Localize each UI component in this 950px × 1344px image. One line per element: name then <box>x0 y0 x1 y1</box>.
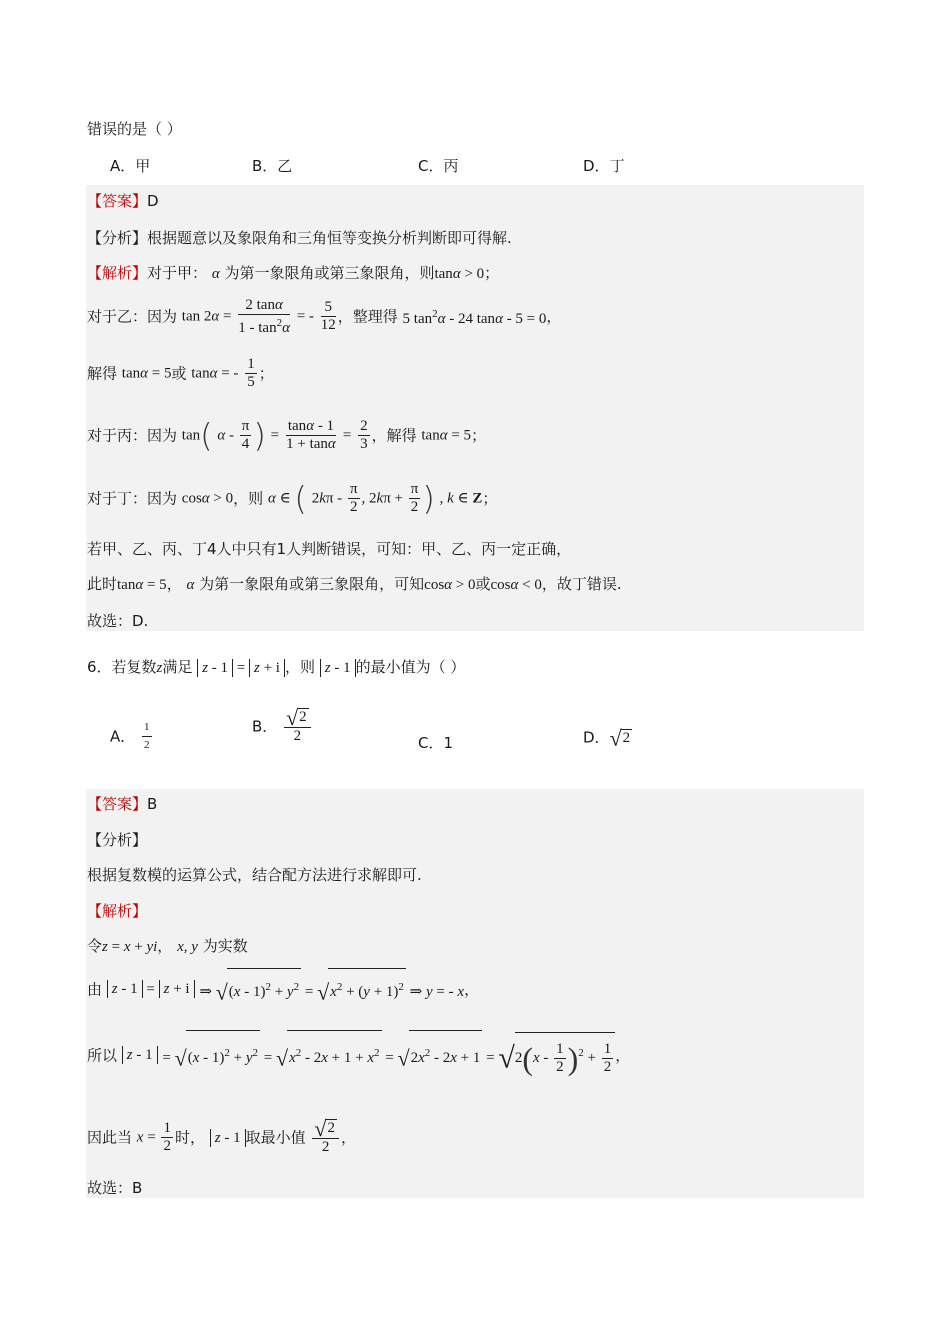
q5-sol-yi: 对于乙：因为 tan 2α = $\frac{2 \tan\alpha}{1 - \tan^2\alpha}$ = - $\frac{5}{12}$ ，整理得 5 $\tan^2\alpha - 24$ tanα - 5 = 0， <box>87 296 562 336</box>
q6-analysis: 根据复数模的运算公式，结合配方法进行求解即可. <box>87 866 422 884</box>
q6-answer: 【答案】B <box>87 795 158 813</box>
q6-sol-l1: 令z = x + yi， x, y 为实数 <box>87 937 248 955</box>
q6-stem: 6．若复数z满足 z - 1 = z + i ，则 z - 1 的最小值为（ ） <box>87 658 466 676</box>
q6-choose: 故选：B <box>87 1179 143 1197</box>
q6-analysis-tag: 【分析】 <box>87 831 148 849</box>
q6-option-c: C．1 <box>418 734 454 752</box>
q5-option-c: C．丙 <box>418 157 459 175</box>
q5-option-a: A．甲 <box>110 157 151 175</box>
q5-sol-concl1: 若甲、乙、丙、丁4人中只有1人判断错误，可知：甲、乙、丙一定正确， <box>87 540 572 558</box>
q6-option-d: D．√2 <box>583 726 631 751</box>
q6-solution-tag: 【解析】 <box>87 902 148 920</box>
q5-stem-tail: 错误的是（ ） <box>87 120 182 138</box>
q5-analysis: 【分析】根据题意以及象限角和三角恒等变换分析判断即可得解. <box>87 229 512 247</box>
q6-sol-l4: 因此当 x = $\frac{1}{2}$ 时， z - 1 取最小值 $\frac{√2}{2}$ ， <box>87 1116 356 1155</box>
q5-choose: 故选：D. <box>87 612 149 630</box>
q5-sol-jia: 【解析】对于甲： α 为第一象限角或第三象限角，则tanα > 0； <box>87 264 500 282</box>
q6-sol-l2: 由 z - 1 = z + i ⇒ $√(x - 1)^2 + y^2 = √x^2 + (y + 1)^2$ ⇒ y = - x， <box>87 968 479 1011</box>
q5-sol-bing: 对于丙：因为 tan( α - $\frac{\pi}{4}$ ) = $\frac{\tan\alpha - 1}{1 + \tan\alpha}$ = $\frac{2}{3}$ ，解得 tanα = 5； <box>87 416 487 455</box>
q6-sol-l3: 所以 $z - 1 = √(x - 1)^2 + y^2 = √x^2 - 2x + 1 + x^2 = √2x^2 - 2x + 1 = √2(x$ - $\frac{1}{2}$ )$^2$ + $\frac{1}{2}$ ， <box>87 1030 630 1081</box>
q5-sol-concl2: 此时tanα = 5， α 为第一象限角或第三象限角，可知cosα > 0或cosα < 0，故丁错误. <box>87 575 622 593</box>
q5-answer: 【答案】D <box>87 192 159 210</box>
q5-option-b: B．乙 <box>252 157 293 175</box>
q6-option-b: B． $\frac{√2}{2}$ <box>252 706 313 747</box>
q5-solution-panel <box>86 185 864 631</box>
q5-sol-yi-2: 解得 tanα = 5或 tanα = - $\frac{1}{5}$ ； <box>87 356 274 390</box>
q5-option-d: D．丁 <box>583 157 625 175</box>
q6-option-a: A． $\frac{1}{2}$ <box>110 721 150 751</box>
q5-sol-ding: 对于丁：因为 cosα > 0，则 α ∈ ( 2kπ - $\frac{\pi}{2}$ , 2kπ + $\frac{\pi}{2}$ ) , k ∈ Z； <box>87 479 498 518</box>
